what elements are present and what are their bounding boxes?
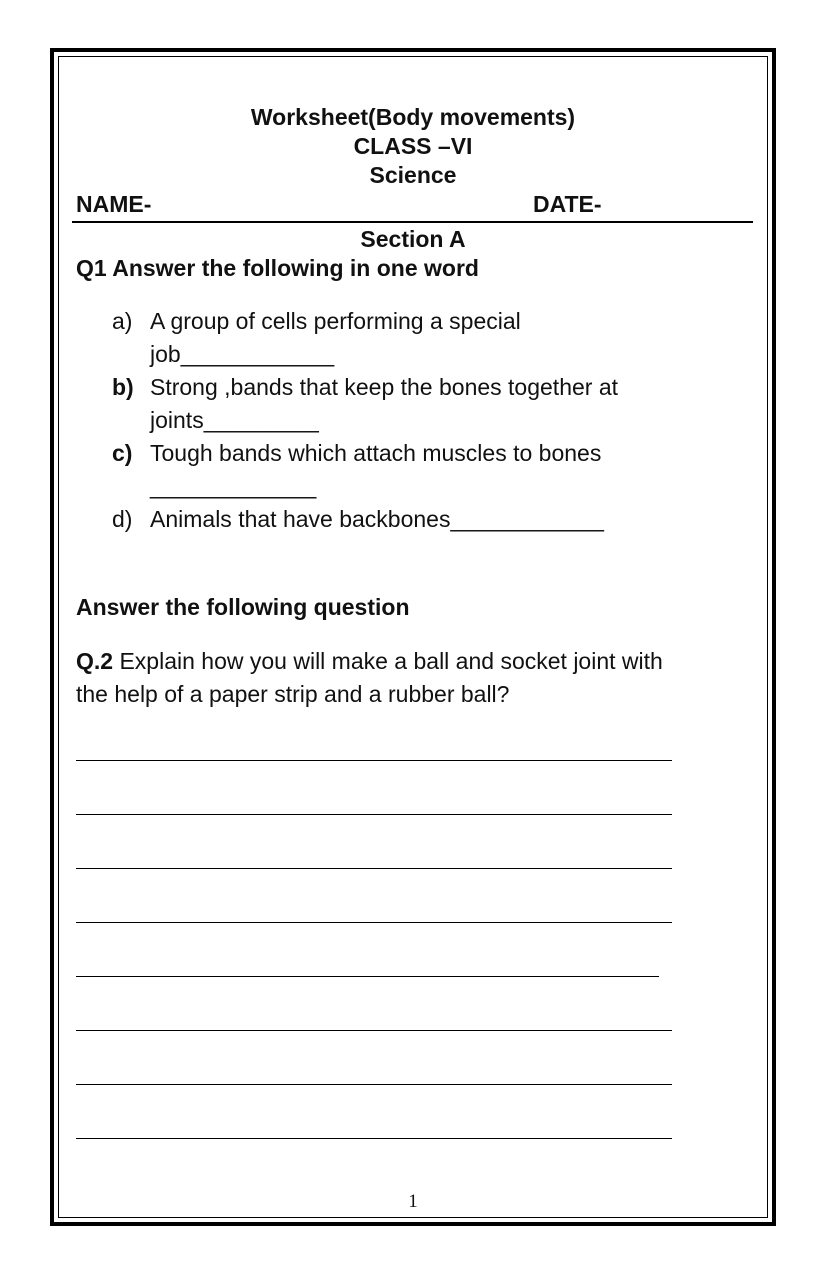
- section-a-title: Section A: [360, 226, 466, 252]
- answer-question-heading: Answer the following question: [76, 594, 410, 620]
- subject-line: Science: [369, 162, 457, 188]
- answer-line-6[interactable]: [76, 1030, 672, 1031]
- answer-line-5[interactable]: [76, 976, 659, 977]
- page-number: 1: [408, 1191, 418, 1212]
- answer-line-7[interactable]: [76, 1084, 672, 1085]
- date-label: DATE-: [533, 191, 602, 217]
- item-text-line2: joints_________: [150, 407, 319, 433]
- q2-text-line1: Explain how you will make a ball and socket joint with: [113, 648, 663, 674]
- item-text-line2: _____________: [150, 473, 317, 499]
- q2-label: Q.2: [76, 648, 114, 674]
- q2-text-line2: the help of a paper strip and a rubber ball?: [76, 681, 510, 707]
- name-label: NAME-: [76, 191, 152, 217]
- item-text-line2: job____________: [150, 341, 335, 367]
- item-text-line1: Animals that have backbones____________: [150, 506, 604, 532]
- answer-line-3[interactable]: [76, 868, 672, 869]
- answer-line-4[interactable]: [76, 922, 672, 923]
- item-text-line1: A group of cells performing a special: [150, 308, 521, 334]
- item-label: c): [112, 440, 133, 466]
- answer-line-8[interactable]: [76, 1138, 672, 1139]
- item-label: b): [112, 374, 134, 400]
- item-label: d): [112, 506, 133, 532]
- item-label: a): [112, 308, 133, 334]
- class-line: CLASS –VI: [353, 133, 473, 159]
- answer-line-1[interactable]: [76, 760, 672, 761]
- q1-heading: Q1 Answer the following in one word: [76, 255, 479, 281]
- item-text-line1: Strong ,bands that keep the bones together at: [150, 374, 619, 400]
- worksheet-title: Worksheet(Body movements): [250, 104, 576, 130]
- answer-line-2[interactable]: [76, 814, 672, 815]
- item-text-line1: Tough bands which attach muscles to bones: [150, 440, 602, 466]
- q2-paragraph: [76, 645, 746, 711]
- header-rule: [72, 221, 753, 223]
